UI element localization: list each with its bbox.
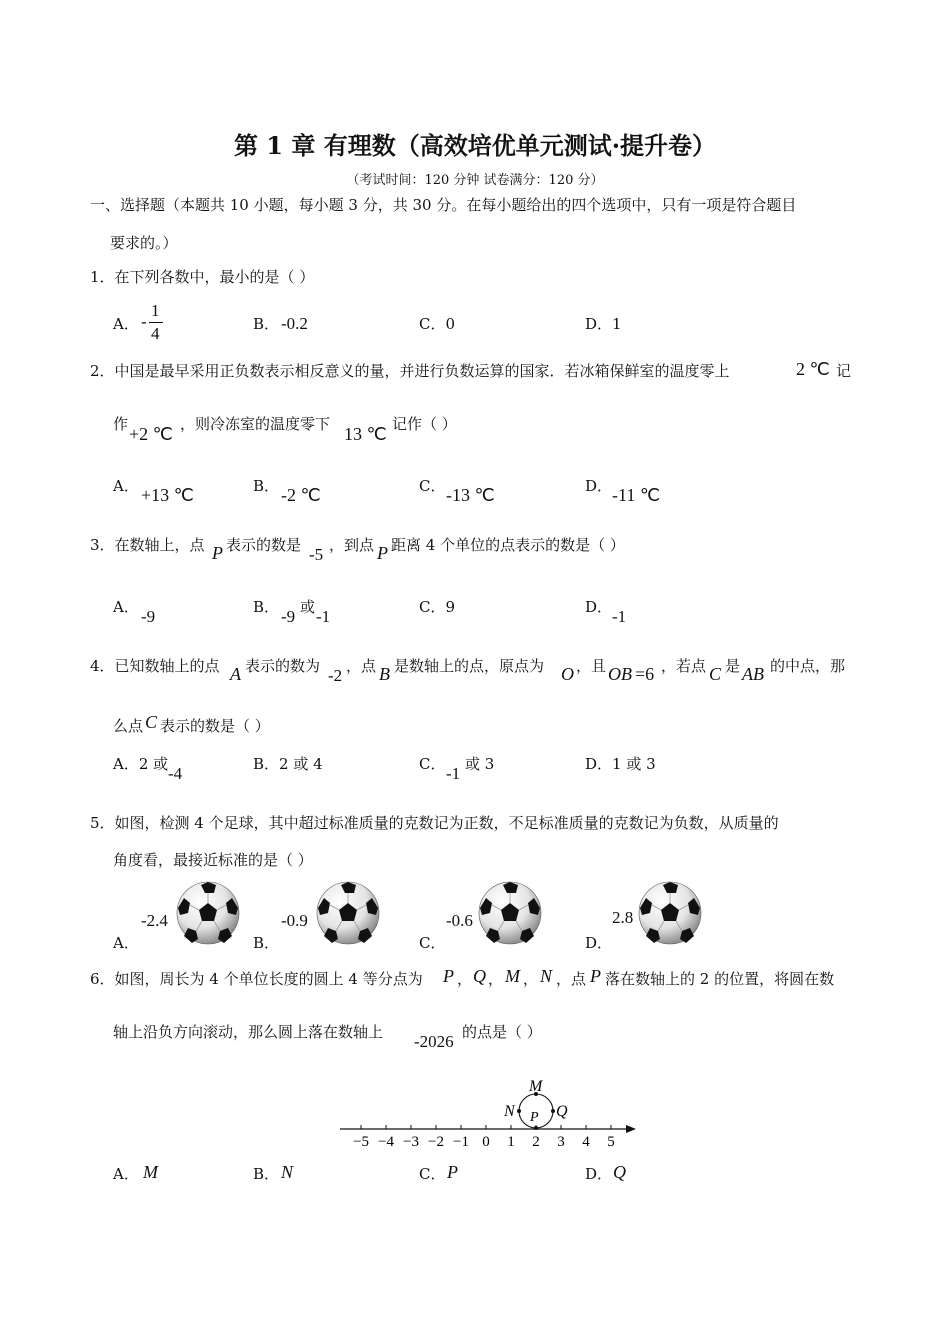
axis-tick-label: 0: [482, 1134, 490, 1150]
page-title: 第 1 章 有理数（高效培优单元测试·提升卷）: [233, 131, 717, 160]
axis-arrow: [626, 1125, 636, 1133]
axis-tick-label: −2: [428, 1134, 444, 1150]
q1-stem: 1．在下列各数中，最小的是（ ）: [90, 268, 315, 286]
q2-math-plus2c: +2 ℃: [129, 424, 173, 444]
q5-option-d-value: 2.8: [612, 908, 634, 927]
q6-stem-b: ，点: [556, 970, 587, 988]
q5-stem-line2: 角度看，最接近标准的是（ ）: [113, 851, 313, 869]
axis-tick-label: −1: [453, 1134, 469, 1150]
q3-stem-c: ，到点: [329, 536, 375, 554]
q5-option-c-label: C．: [419, 934, 446, 952]
axis-tick-label: 1: [507, 1134, 515, 1150]
soccer-ball-icon: [478, 881, 542, 945]
q4-stem-g: 是: [725, 657, 741, 675]
q3-option-d-label: D．: [585, 598, 613, 616]
q2-stem-line1-end: 记: [836, 362, 852, 380]
q3-option-a-value: -9: [141, 607, 156, 626]
q4-option-b: B．2 或 4: [253, 755, 323, 773]
q5-option-b-label: B．: [253, 934, 280, 952]
q2-option-c-value: -13 ℃: [446, 485, 495, 505]
soccer-ball-icon: [176, 881, 240, 945]
axis-tick-label: 4: [582, 1134, 590, 1150]
q6-stem-c: 落在数轴上的 2 的位置，将圆在数: [605, 970, 835, 988]
section-heading-cont: 要求的。）: [110, 234, 178, 252]
q4-option-c-value: -1: [446, 764, 461, 783]
soccer-ball-icon: [316, 881, 380, 945]
q5-option-d-label: D．: [585, 934, 613, 952]
q2-option-a-value: +13 ℃: [141, 485, 194, 505]
q5-stem-line1: 5．如图，检测 4 个足球，其中超过标准质量的克数记为正数，不足标准质量的克数记为负数，从质量的: [90, 814, 779, 832]
q2-option-b-value: -2 ℃: [281, 485, 321, 505]
q2-stem-line2-a: 作: [113, 415, 129, 433]
q4-stem-f: ，若点: [661, 657, 707, 675]
axis-tick-label: −5: [353, 1134, 369, 1150]
section-heading: 一、选择题（本题共 10 小题，每小题 3 分，共 30 分。在每小题给出的四个选项中，只有一项是符合题目: [90, 196, 797, 214]
q6-point-p: P: [443, 966, 454, 986]
point-n-dot: [517, 1109, 521, 1113]
q4-stem-h: 的中点，那: [770, 657, 846, 675]
q4-line2-a: 么点: [113, 717, 144, 735]
q6-point-q: Q: [473, 966, 486, 986]
exam-info: （考试时间：120 分钟 试卷满分：120 分）: [346, 173, 604, 188]
q6-point-m: M: [505, 966, 520, 986]
q4-option-a-label: A．2 或: [113, 755, 169, 773]
q3-point-p2: P: [377, 543, 388, 563]
q3-stem-d: 距离 4 个单位的点表示的数是（ ）: [391, 536, 625, 554]
q6-line2-a: 轴上沿负方向滚动，那么圆上落在数轴上: [113, 1023, 384, 1041]
q4-option-c-tail: 或 3: [465, 755, 495, 773]
axis-tick-label: 3: [557, 1134, 565, 1150]
q6-point-n: N: [540, 966, 553, 986]
q1-option-a-numerator: 1: [151, 301, 160, 320]
q1-option-a-minus: -: [141, 312, 147, 331]
q6-value: -2026: [414, 1032, 454, 1051]
q4-option-c-label: C．: [419, 755, 446, 773]
q1-option-a-label: A．: [113, 315, 139, 333]
q2-math-13c: 13 ℃: [344, 424, 387, 444]
q2-option-c-label: C．: [419, 477, 446, 495]
q4-stem-d: 是数轴上的点，原点为: [394, 657, 545, 675]
q1-option-a-denominator: 4: [151, 324, 160, 343]
q4-stem-a: 4．已知数轴上的点: [90, 657, 220, 675]
q2-option-a-label: A．: [113, 477, 139, 495]
axis-tick-label: −3: [403, 1134, 419, 1150]
q6-option-c-label: C．: [419, 1165, 446, 1183]
q3-stem-a: 3．在数轴上，点: [90, 536, 205, 554]
q6-sep1: ，: [457, 970, 473, 988]
q6-option-b-label: B．: [253, 1165, 280, 1183]
q6-point-p2: P: [590, 966, 601, 986]
axis-tick-label: 5: [607, 1134, 615, 1150]
q3-value: -5: [309, 545, 324, 564]
q6-option-d-value: Q: [613, 1162, 626, 1182]
q4-point-b: B: [379, 664, 390, 684]
q3-point-p: P: [212, 543, 223, 563]
q1-option-b-value: -0.2: [281, 314, 308, 333]
q6-option-d-label: D．: [585, 1165, 613, 1183]
q5-option-c-value: -0.6: [446, 911, 473, 930]
q3-option-a-label: A．: [113, 598, 139, 616]
q2-math-2c: 2 ℃: [796, 359, 830, 379]
q4-segment-ab: AB: [742, 664, 764, 684]
fraction-bar: [149, 322, 163, 323]
q3-option-b-value2: -1: [316, 607, 331, 626]
number-line-figure: [330, 1072, 650, 1152]
q5-option-a-label: A．: [113, 934, 139, 952]
q4-stem-c: ，点: [346, 657, 377, 675]
q4-point-o: O: [561, 664, 574, 684]
point-q-dot: [551, 1109, 555, 1113]
q4-option-d: D．1 或 3: [585, 755, 656, 773]
q4-option-a-value: -4: [168, 764, 183, 783]
q3-stem-b: 表示的数是: [226, 536, 302, 554]
label-n: N: [504, 1103, 515, 1120]
label-m: M: [529, 1078, 543, 1095]
q4-stem-b: 表示的数为: [245, 657, 321, 675]
soccer-ball-icon: [638, 881, 702, 945]
q5-option-a-value: -2.4: [141, 911, 168, 930]
q4-point-c: C: [709, 664, 722, 684]
q3-option-b-label: B．: [253, 598, 280, 616]
q4-point-a: A: [230, 664, 241, 684]
q6-option-a-label: A．: [113, 1165, 139, 1183]
q2-option-b-label: B．: [253, 477, 280, 495]
q6-option-c-value: P: [447, 1162, 458, 1182]
q6-sep3: ，: [523, 970, 539, 988]
q2-option-d-label: D．: [585, 477, 613, 495]
q6-option-a-value: M: [143, 1162, 158, 1182]
q5-option-b-value: -0.9: [281, 911, 308, 930]
q3-option-b-value1: -9: [281, 607, 296, 626]
q2-stem-line2-b: ，则冷冻室的温度零下: [180, 415, 331, 433]
q2-option-d-value: -11 ℃: [612, 485, 661, 505]
q6-stem-a: 6．如图，周长为 4 个单位长度的圆上 4 等分点为: [90, 970, 423, 988]
q4-equals-6: =6: [635, 664, 655, 684]
q3-option-d-value: -1: [612, 607, 627, 626]
q2-stem-line2-c: 记作（ ）: [392, 415, 457, 433]
axis-tick-label: −4: [378, 1134, 394, 1150]
q4-point-c2: C: [145, 712, 158, 732]
q6-sep2: ，: [488, 970, 504, 988]
q3-option-c: C．9: [419, 598, 456, 616]
q2-stem-line1: 2．中国是最早采用正负数表示相反意义的量，并进行负数运算的国家．若冰箱保鲜室的温度零上: [90, 362, 730, 380]
q1-option-c: C．0: [419, 315, 456, 333]
q6-option-b-value: N: [281, 1162, 294, 1182]
q1-option-d: D．1: [585, 315, 622, 333]
q4-stem-e: ，且: [576, 657, 607, 675]
q1-option-b-label: B．: [253, 315, 280, 333]
q4-segment-ob: OB: [608, 664, 632, 684]
label-q: Q: [556, 1103, 568, 1120]
axis-tick-label: 2: [532, 1134, 540, 1150]
q6-line2-b: 的点是（ ）: [462, 1023, 542, 1041]
label-p: P: [530, 1110, 539, 1125]
q4-value: -2: [328, 666, 343, 685]
q4-line2-b: 表示的数是（ ）: [160, 717, 270, 735]
q3-option-b-or: 或: [300, 598, 316, 616]
